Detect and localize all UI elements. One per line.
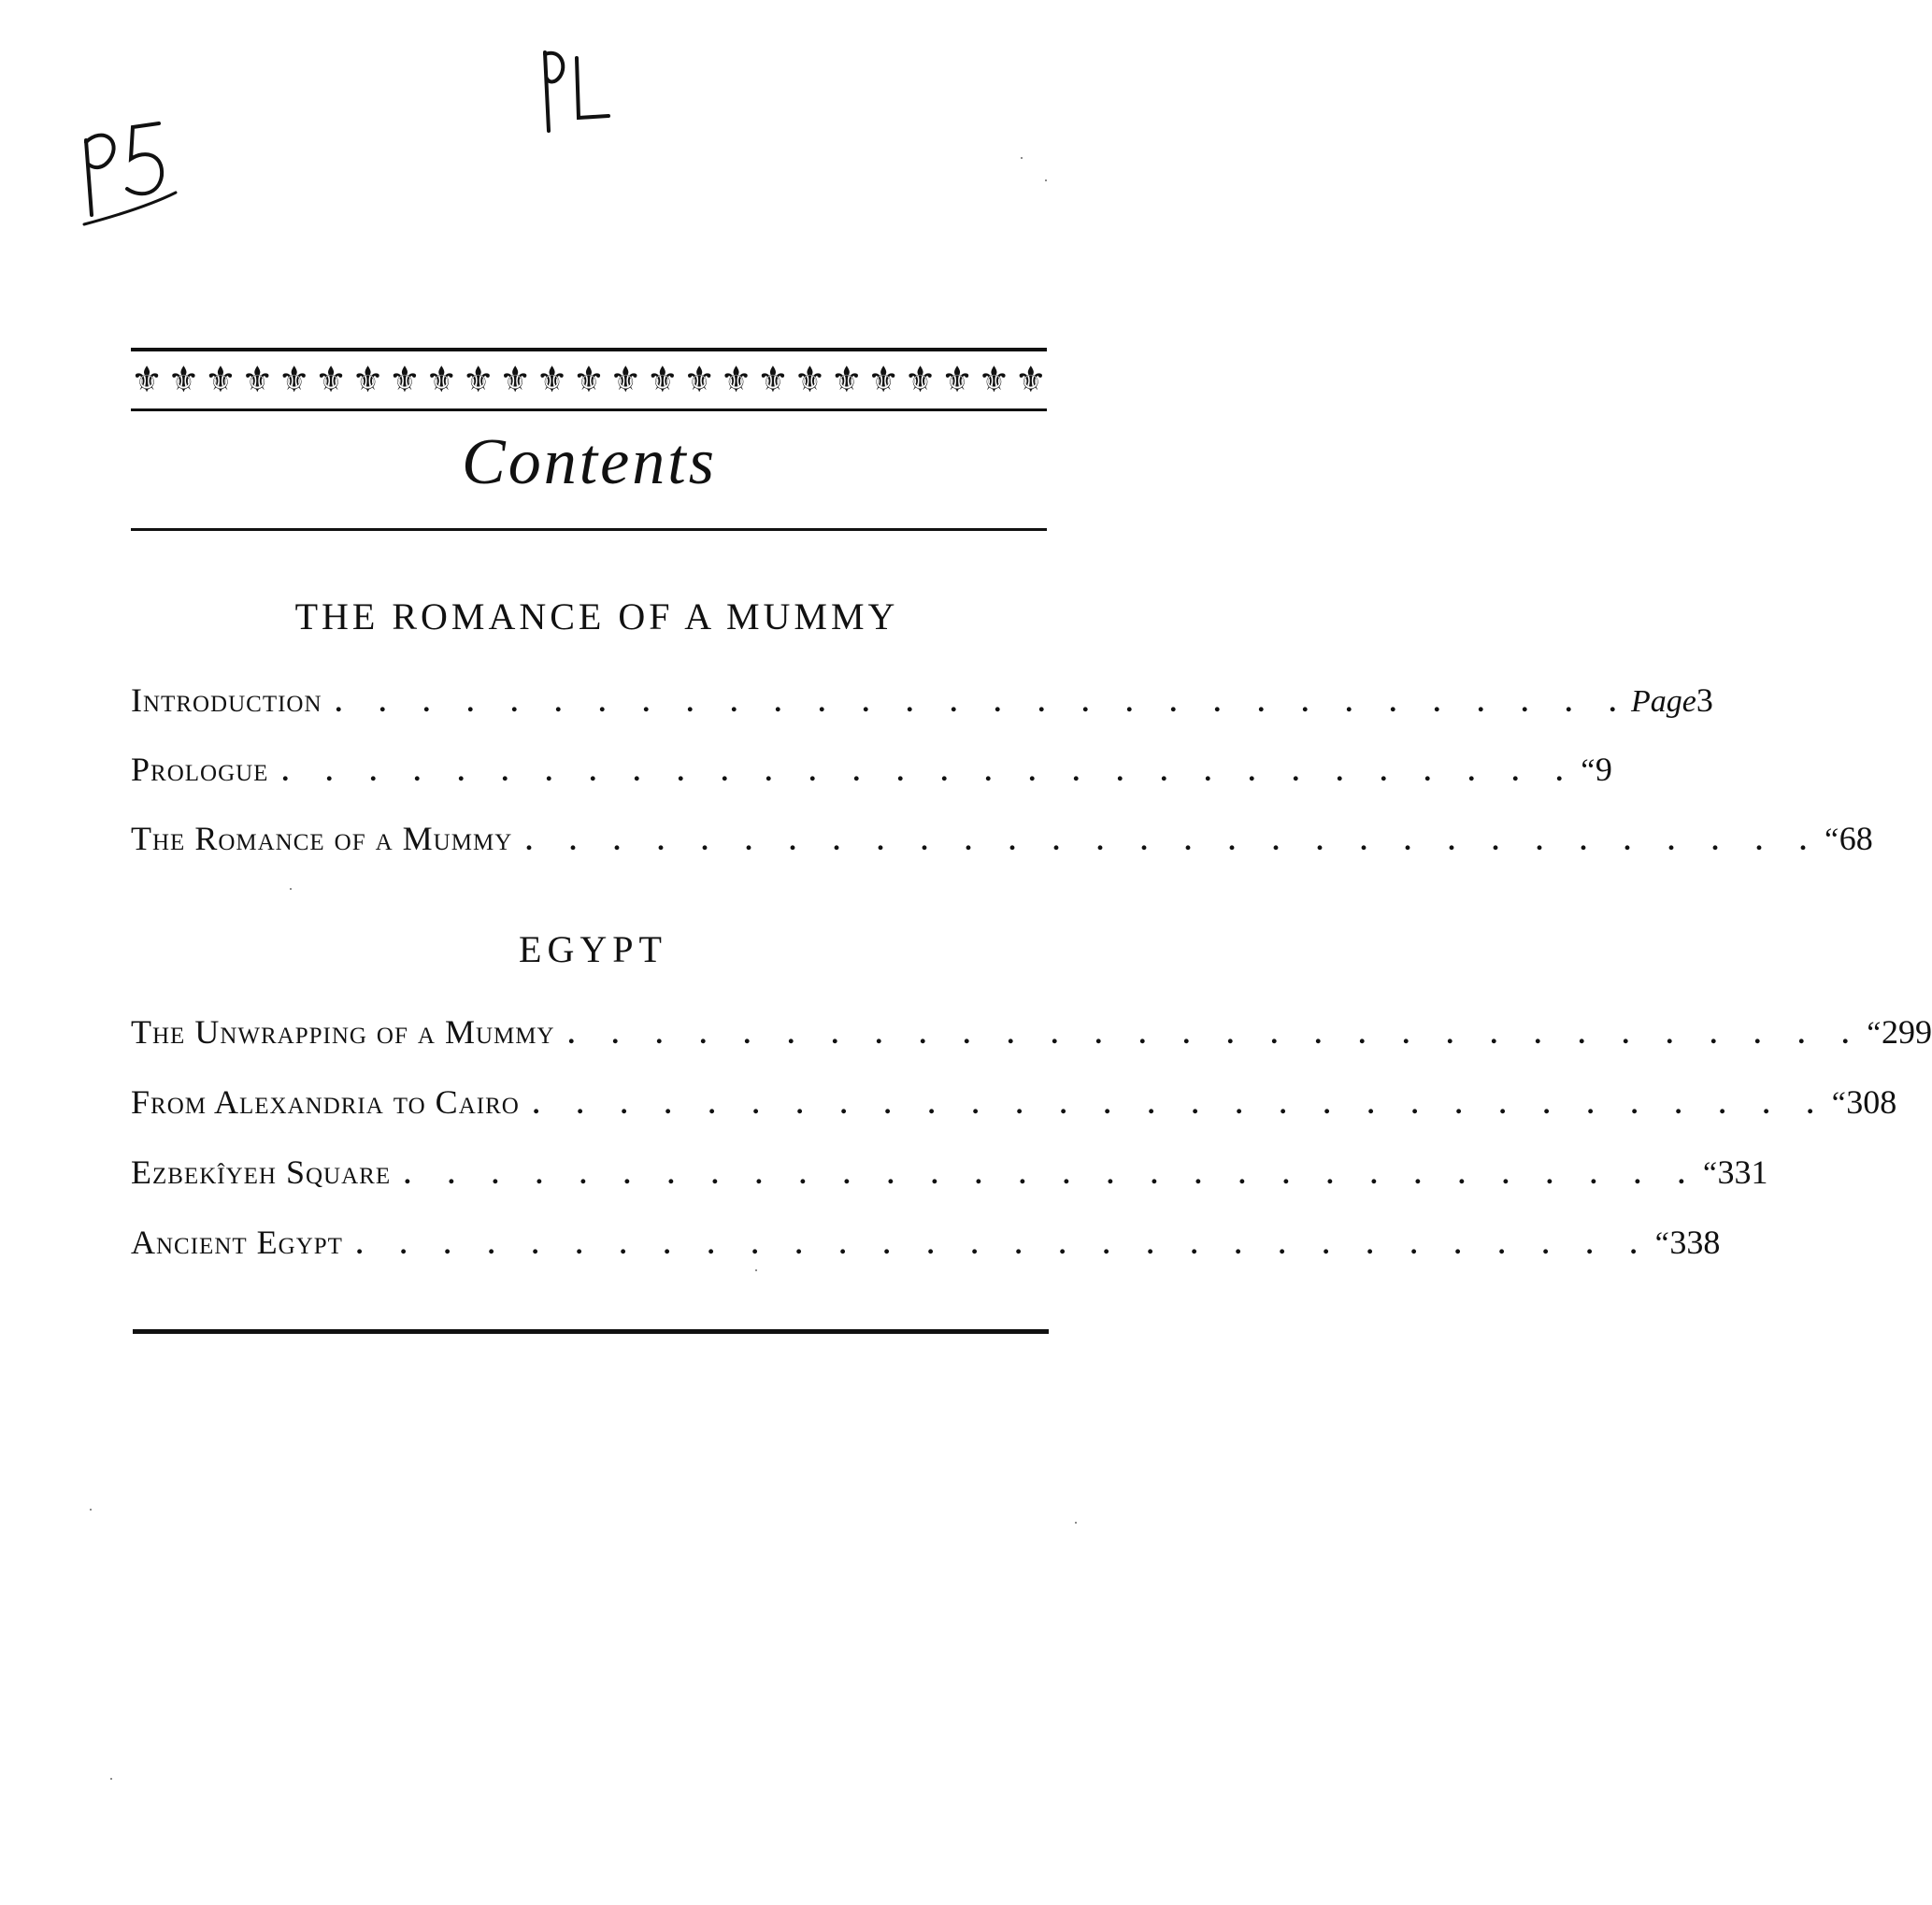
scan-speck — [755, 1269, 757, 1271]
scan-speck — [1045, 179, 1047, 181]
fleur-de-lis-icon: ⚜ — [388, 359, 421, 400]
toc-page-number: 9 — [1595, 751, 1612, 788]
scan-speck — [1021, 157, 1023, 159]
fleur-de-lis-icon: ⚜ — [1014, 359, 1047, 400]
dot-leader: . . . . . . . . . . . . . . . . . . . . . . . . . . . . . . — [335, 687, 1632, 718]
fleur-de-lis-icon: ⚜ — [536, 359, 568, 400]
dot-leader: . . . . . . . . . . . . . . . . . . . . . . . . . . . . . . — [532, 1089, 1829, 1120]
scan-speck — [110, 1778, 112, 1780]
toc-page-number: 308 — [1846, 1083, 1897, 1121]
dot-leader: . . . . . . . . . . . . . . . . . . . . . . . . . . . . . . — [567, 1019, 1865, 1050]
fleur-de-lis-icon: ⚜ — [462, 359, 494, 400]
toc-entry-title: Ezbekîyeh Square — [131, 1153, 392, 1191]
fleur-de-lis-icon: ⚜ — [167, 359, 200, 400]
fleur-de-lis-icon: ⚜ — [830, 359, 863, 400]
fleur-de-lis-icon: ⚜ — [794, 359, 826, 400]
toc-entry-title: From Alexandria to Cairo — [131, 1083, 520, 1121]
dot-leader: . . . . . . . . . . . . . . . . . . . . . . . . . . . . . . — [355, 1229, 1653, 1260]
toc-entry[interactable] — [131, 1082, 1897, 1129]
fleur-de-lis-icon: ⚜ — [904, 359, 937, 400]
ditto-mark: “ — [1821, 823, 1839, 857]
toc-page-number: 331 — [1717, 1153, 1768, 1191]
dot-leader: . . . . . . . . . . . . . . . . . . . . . . . . . . . . . . — [525, 825, 1822, 856]
dot-leader: . . . . . . . . . . . . . . . . . . . . . . . . . . . . . . — [281, 756, 1578, 787]
toc-page-number: 3 — [1696, 681, 1713, 719]
fleur-de-lis-ornament-band — [131, 351, 1047, 408]
toc-entry-title: Introduction — [131, 681, 322, 719]
fleur-de-lis-icon: ⚜ — [940, 359, 974, 400]
fleur-de-lis-icon: ⚜ — [756, 359, 789, 400]
toc-entry-title: Ancient Egypt — [131, 1224, 343, 1261]
toc-entry-title: The Romance of a Mummy — [131, 820, 513, 857]
ditto-mark: “ — [1699, 1156, 1718, 1191]
toc-page-number: 338 — [1669, 1224, 1721, 1261]
scan-speck — [290, 888, 292, 890]
fleur-de-lis-icon: ⚜ — [609, 359, 642, 400]
fleur-de-lis-icon: ⚜ — [867, 359, 900, 400]
fleur-de-lis-icon: ⚜ — [425, 359, 458, 400]
title-underline-rule — [131, 528, 1047, 531]
ditto-mark: “ — [1652, 1226, 1670, 1261]
fleur-de-lis-icon: ⚜ — [315, 359, 348, 400]
toc-entry[interactable] — [131, 1153, 1768, 1199]
fleur-de-lis-icon: ⚜ — [278, 359, 310, 400]
toc-page-number: 299 — [1881, 1013, 1932, 1051]
page-title: Contents — [462, 426, 717, 498]
fleur-de-lis-icon: ⚜ — [646, 359, 679, 400]
toc-entry[interactable] — [131, 819, 1873, 866]
ornament-underline-rule — [131, 408, 1047, 411]
toc-entry[interactable] — [131, 680, 1713, 727]
handwritten-mark-p5 — [65, 103, 187, 234]
fleur-de-lis-icon: ⚜ — [499, 359, 532, 400]
bottom-rule — [133, 1329, 1049, 1334]
ditto-mark: “ — [1828, 1086, 1847, 1121]
toc-entry-title: The Unwrapping of a Mummy — [131, 1013, 555, 1051]
toc-entry[interactable] — [131, 750, 1612, 796]
ditto-mark: “ — [1864, 1016, 1882, 1051]
fleur-de-lis-icon: ⚜ — [978, 359, 1010, 400]
toc-page-number: 68 — [1839, 820, 1873, 857]
scan-speck — [90, 1509, 92, 1511]
section-heading: EGYPT — [519, 928, 667, 970]
fleur-de-lis-icon: ⚜ — [683, 359, 716, 400]
fleur-de-lis-icon: ⚜ — [572, 359, 605, 400]
toc-entry-title: Prologue — [131, 751, 269, 788]
dot-leader: . . . . . . . . . . . . . . . . . . . . . . . . . . . . . . — [404, 1159, 1700, 1190]
section-heading: THE ROMANCE OF A MUMMY — [294, 595, 899, 637]
fleur-de-lis-icon: ⚜ — [131, 359, 164, 400]
handwritten-mark-pl — [528, 45, 622, 138]
fleur-de-lis-icon: ⚜ — [241, 359, 274, 400]
fleur-de-lis-icon: ⚜ — [204, 359, 236, 400]
scan-speck — [1075, 1522, 1077, 1524]
fleur-de-lis-icon: ⚜ — [351, 359, 384, 400]
toc-entry[interactable] — [131, 1223, 1721, 1269]
ditto-mark: “ — [1577, 753, 1596, 788]
page-label: Page — [1631, 684, 1696, 719]
fleur-de-lis-icon: ⚜ — [720, 359, 752, 400]
toc-entry[interactable] — [131, 1012, 1932, 1059]
